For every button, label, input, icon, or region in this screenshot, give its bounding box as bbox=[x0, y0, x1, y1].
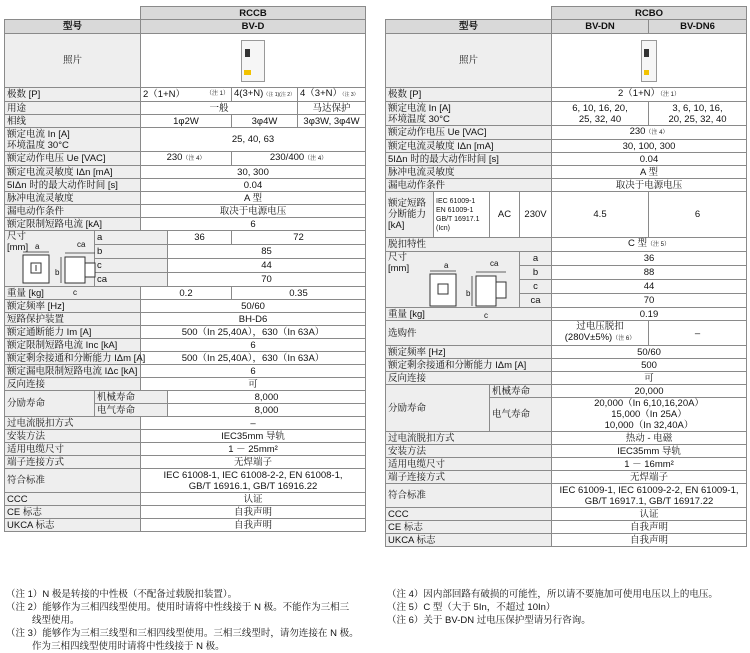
rccb-spec-table bbox=[4, 6, 366, 532]
short-value: 6 bbox=[141, 218, 366, 231]
note-2: （注 2）能够作为三相四线型使用。使用时请将中性线接于 N 极。不能作为三相三 bbox=[6, 602, 350, 613]
note-ref: （注 1） bbox=[205, 91, 229, 97]
ukca-value: 自我声明 bbox=[141, 519, 366, 532]
leak-label: 漏电动作条件 bbox=[386, 179, 552, 192]
short-standard: IEC 61009-1 EN 61009-1 GB/T 16917.1 (Icn) bbox=[434, 192, 490, 238]
dim-key: c bbox=[520, 280, 552, 294]
note-ref: （注 3） bbox=[341, 92, 359, 98]
time-label: 5IΔn 时的最大动作时间 [s] bbox=[5, 179, 141, 192]
current-2: 3, 6, 10, 16, 20, 25, 32, 40 bbox=[649, 102, 747, 126]
current-label: 额定电流 In [A] 环境温度 30°C bbox=[5, 128, 141, 152]
dim-b: 85 bbox=[168, 245, 366, 259]
cable-value: 1 － 25mm² bbox=[141, 443, 366, 456]
trip-label: 过电流脱扣方式 bbox=[5, 417, 141, 430]
leak-value: 取决于电源电压 bbox=[141, 205, 366, 218]
dim-key: b bbox=[520, 266, 552, 280]
std-label: 符合标准 bbox=[5, 469, 141, 493]
weight-label: 重量 [kg] bbox=[386, 308, 552, 321]
dim-c: 44 bbox=[168, 259, 366, 273]
resid-value: 500 bbox=[552, 359, 747, 372]
mech-life-label: 机械寿命 bbox=[95, 391, 168, 404]
sens-value: 30, 100, 300 bbox=[552, 140, 747, 153]
pulse-value: A 型 bbox=[552, 166, 747, 179]
ce-value: 自我声明 bbox=[141, 506, 366, 519]
fig-c: c bbox=[484, 311, 488, 320]
short-volt: 230V bbox=[520, 192, 552, 238]
dim-key: b bbox=[95, 245, 168, 259]
resid-label: 额定剩余接通和分断能力 IΔm [A] bbox=[5, 352, 141, 365]
reverse-label: 反向连接 bbox=[5, 378, 141, 391]
std-value: IEC 61009-1, IEC 61009-2-2, EN 61009-1, GB/T 16917.1, GB/T 16917.22 bbox=[552, 484, 747, 508]
making-value: 500（In 25,40A），630（In 63A） bbox=[141, 326, 366, 339]
elec-life-label: 电气寿命 bbox=[95, 404, 168, 417]
rccb-model: BV-D bbox=[141, 20, 366, 34]
curve-label: 脱扣特性 bbox=[386, 238, 552, 252]
note-5: （注 5）C 型（大于 5In，不超过 10In） bbox=[387, 602, 556, 613]
breaker-image bbox=[241, 40, 265, 82]
fig-a: a bbox=[444, 261, 449, 270]
dim-key: a bbox=[95, 231, 168, 245]
note-ref: （注 4） bbox=[182, 156, 206, 162]
trip-value: 热动 - 电磁 bbox=[552, 432, 747, 445]
leaklim-value: 6 bbox=[141, 365, 366, 378]
use-label: 用途 bbox=[5, 102, 141, 115]
fig-ca: ca bbox=[490, 259, 499, 268]
std-value: IEC 61008-1, IEC 61008-2-2, EN 61008-1, GB/T 16916.1, GB/T 16916.22 bbox=[141, 469, 366, 493]
sens-value: 30, 300 bbox=[141, 166, 366, 179]
model-label: 型号 bbox=[5, 20, 141, 34]
breaker-image bbox=[641, 40, 657, 82]
term-value: 无焊端子 bbox=[552, 471, 747, 484]
ukca-label: UKCA 标志 bbox=[5, 519, 141, 532]
dimension-diagram bbox=[404, 270, 514, 310]
mech-life-value: 8,000 bbox=[168, 391, 366, 404]
phase-2: 3φ4W bbox=[232, 115, 298, 128]
mount-label: 安装方法 bbox=[5, 430, 141, 443]
resid-value: 500（In 25,40A），630（In 63A） bbox=[141, 352, 366, 365]
freq-label: 额定频率 [Hz] bbox=[386, 346, 552, 359]
cable-label: 适用电缆尺寸 bbox=[386, 458, 552, 471]
ukca-value: 自我声明 bbox=[552, 534, 747, 547]
note-1: （注 1）N 极是转接的中性极（不配备过载脱扣装置）。 bbox=[6, 589, 238, 600]
lim-label: 额定限制短路电流 Inc [kA] bbox=[5, 339, 141, 352]
reverse-value: 可 bbox=[552, 372, 747, 385]
use-general: 一般 bbox=[141, 102, 298, 115]
dim-key: ca bbox=[520, 294, 552, 308]
dim-key: c bbox=[95, 259, 168, 273]
poles-value: 2（1+N） bbox=[618, 88, 660, 99]
poles-4p-motor: 4（3+N） bbox=[300, 88, 342, 99]
freq-value: 50/60 bbox=[141, 300, 366, 313]
fig-a: a bbox=[35, 242, 40, 251]
pulse-value: A 型 bbox=[141, 192, 366, 205]
prot-value: BH-D6 bbox=[141, 313, 366, 326]
model-label: 型号 bbox=[386, 20, 552, 34]
mount-value: IEC35mm 导轨 bbox=[552, 445, 747, 458]
dims-label: 尺寸 [mm] a ca b c bbox=[5, 231, 95, 287]
mech-life-value: 20,000 bbox=[552, 385, 747, 398]
current-label: 额定电流 In [A] 环境温度 30°C bbox=[386, 102, 552, 126]
dim-c: 44 bbox=[552, 280, 747, 294]
life-label: 分励寿命 bbox=[386, 385, 490, 432]
elec-life-label: 电气寿命 bbox=[490, 398, 552, 432]
time-value: 0.04 bbox=[141, 179, 366, 192]
poles-2p: 2（1+N） bbox=[143, 89, 185, 100]
reverse-label: 反向连接 bbox=[386, 372, 552, 385]
dim-key: a bbox=[520, 252, 552, 266]
resid-label: 额定剩余接通和分断能力 IΔm [A] bbox=[386, 359, 552, 372]
option-value-1: 过电压脱扣 (280V±5%)（注 6） bbox=[552, 321, 649, 346]
ce-label: CE 标志 bbox=[5, 506, 141, 519]
cable-label: 适用电缆尺寸 bbox=[5, 443, 141, 456]
std-label: 符合标准 bbox=[386, 484, 552, 508]
note-ref: （注 4） bbox=[645, 130, 669, 136]
dim-b: 88 bbox=[552, 266, 747, 280]
freq-label: 额定频率 [Hz] bbox=[5, 300, 141, 313]
voltage-label: 额定动作电压 Ue [VAC] bbox=[386, 126, 552, 140]
rcbo-model-1: BV-DN bbox=[552, 20, 649, 34]
note-4: （注 4）因内部回路有破损的可能性，所以请不要施加可使用电压以上的电压。 bbox=[387, 589, 718, 600]
mount-value: IEC35mm 导轨 bbox=[141, 430, 366, 443]
leak-value: 取决于电源电压 bbox=[552, 179, 747, 192]
dim-key: ca bbox=[95, 273, 168, 287]
ccc-value: 认证 bbox=[141, 493, 366, 506]
note-6: （注 6）关于 BV-DN 过电压保护型请另行咨询。 bbox=[387, 615, 591, 626]
phase-1: 1φ2W bbox=[141, 115, 232, 128]
sens-label: 额定电流灵敏度 IΔn [mA] bbox=[386, 140, 552, 153]
rcbo-header: RCBO bbox=[552, 7, 747, 20]
fig-b: b bbox=[55, 268, 60, 277]
notes-right bbox=[387, 588, 747, 627]
weight-2: 0.35 bbox=[232, 287, 366, 300]
elec-life-value: 20,000（In 6,10,16,20A） 15,000（In 25A） 10,000（In 32,40A） bbox=[552, 398, 747, 432]
short-value-1: 4.5 bbox=[552, 192, 649, 238]
option-label: 选购件 bbox=[386, 321, 552, 346]
voltage-value: 230 bbox=[629, 126, 646, 137]
making-label: 额定通断能力 Im [A] bbox=[5, 326, 141, 339]
photo-label: 照片 bbox=[5, 34, 141, 88]
dim-a-1: 36 bbox=[168, 231, 232, 245]
option-value-2: – bbox=[649, 321, 747, 346]
mount-label: 安装方法 bbox=[386, 445, 552, 458]
note-ref: （注 1） bbox=[659, 92, 680, 98]
trip-value: – bbox=[141, 417, 366, 430]
life-label: 分励寿命 bbox=[5, 391, 95, 417]
term-label: 端子连接方式 bbox=[5, 456, 141, 469]
voltage-1: 230 bbox=[166, 152, 183, 163]
note-3: （注 3）能够作为三相三线型和三相四线型使用。三相三线型时，请勿连接在 N 极。 bbox=[6, 628, 359, 639]
notes-left bbox=[6, 588, 378, 653]
current-value: 25, 40, 63 bbox=[141, 128, 366, 152]
term-label: 端子连接方式 bbox=[386, 471, 552, 484]
sens-label: 额定电流灵敏度 IΔn [mA] bbox=[5, 166, 141, 179]
short-ac: AC bbox=[490, 192, 520, 238]
time-label: 5IΔn 时的最大动作时间 [s] bbox=[386, 153, 552, 166]
rcbo-model-2: BV-DN6 bbox=[649, 20, 747, 34]
rcbo-spec-table bbox=[385, 6, 747, 547]
rccb-photo bbox=[141, 34, 366, 88]
note-ref: （注 1)(注 2） bbox=[263, 92, 295, 98]
ccc-label: CCC bbox=[386, 508, 552, 521]
weight-label: 重量 [kg] bbox=[5, 287, 141, 300]
voltage-2: 230/400 bbox=[269, 152, 305, 163]
short-value-2: 6 bbox=[649, 192, 747, 238]
note-ref: （注 5） bbox=[647, 242, 671, 248]
freq-value: 50/60 bbox=[552, 346, 747, 359]
phase-label: 相线 bbox=[5, 115, 141, 128]
prot-label: 短路保护装置 bbox=[5, 313, 141, 326]
weight-1: 0.2 bbox=[141, 287, 232, 300]
rccb-header: RCCB bbox=[141, 7, 366, 20]
mech-life-label: 机械寿命 bbox=[490, 385, 552, 398]
pulse-label: 脉冲电流灵敏度 bbox=[5, 192, 141, 205]
dim-ca: 70 bbox=[168, 273, 366, 287]
poles-4p: 4(3+N) bbox=[234, 88, 264, 99]
leaklim-label: 额定漏电限制短路电流 IΔc [kA] bbox=[5, 365, 141, 378]
ccc-value: 认证 bbox=[552, 508, 747, 521]
pulse-label: 脉冲电流灵敏度 bbox=[386, 166, 552, 179]
time-value: 0.04 bbox=[552, 153, 747, 166]
short-label: 额定短路 分断能力 [kA] bbox=[386, 192, 434, 238]
ccc-label: CCC bbox=[5, 493, 141, 506]
dimension-diagram bbox=[19, 251, 105, 287]
photo-label: 照片 bbox=[386, 34, 552, 88]
dim-a-2: 72 bbox=[232, 231, 366, 245]
note-3-cont: 作为三相四线型使用时请将中性线接于 N 极。 bbox=[32, 641, 225, 652]
current-1: 6, 10, 16, 20, 25, 32, 40 bbox=[552, 102, 649, 126]
ce-label: CE 标志 bbox=[386, 521, 552, 534]
lim-value: 6 bbox=[141, 339, 366, 352]
leak-label: 漏电动作条件 bbox=[5, 205, 141, 218]
fig-ca: ca bbox=[77, 240, 86, 249]
reverse-value: 可 bbox=[141, 378, 366, 391]
dim-ca: 70 bbox=[552, 294, 747, 308]
trip-label: 过电流脱扣方式 bbox=[386, 432, 552, 445]
fig-c: c bbox=[73, 288, 77, 297]
ukca-label: UKCA 标志 bbox=[386, 534, 552, 547]
note-2-cont: 线型使用。 bbox=[32, 615, 80, 626]
poles-label: 极数 [P] bbox=[5, 88, 141, 102]
weight-value: 0.19 bbox=[552, 308, 747, 321]
poles-label: 极数 [P] bbox=[386, 88, 552, 102]
dims-label: 尺寸 [mm] a ca b c bbox=[386, 252, 520, 308]
short-label: 额定限制短路电流 [kA] bbox=[5, 218, 141, 231]
elec-life-value: 8,000 bbox=[168, 404, 366, 417]
ce-value: 自我声明 bbox=[552, 521, 747, 534]
fig-b: b bbox=[466, 289, 471, 298]
voltage-label: 额定动作电压 Ue [VAC] bbox=[5, 152, 141, 166]
curve-value: C 型 bbox=[627, 238, 647, 249]
cable-value: 1 － 16mm² bbox=[552, 458, 747, 471]
term-value: 无焊端子 bbox=[141, 456, 366, 469]
note-ref: （注 4） bbox=[304, 156, 328, 162]
dim-a: 36 bbox=[552, 252, 747, 266]
use-motor: 马达保护 bbox=[298, 102, 366, 115]
rcbo-photo bbox=[552, 34, 747, 88]
phase-3: 3φ3W, 3φ4W bbox=[298, 115, 366, 128]
